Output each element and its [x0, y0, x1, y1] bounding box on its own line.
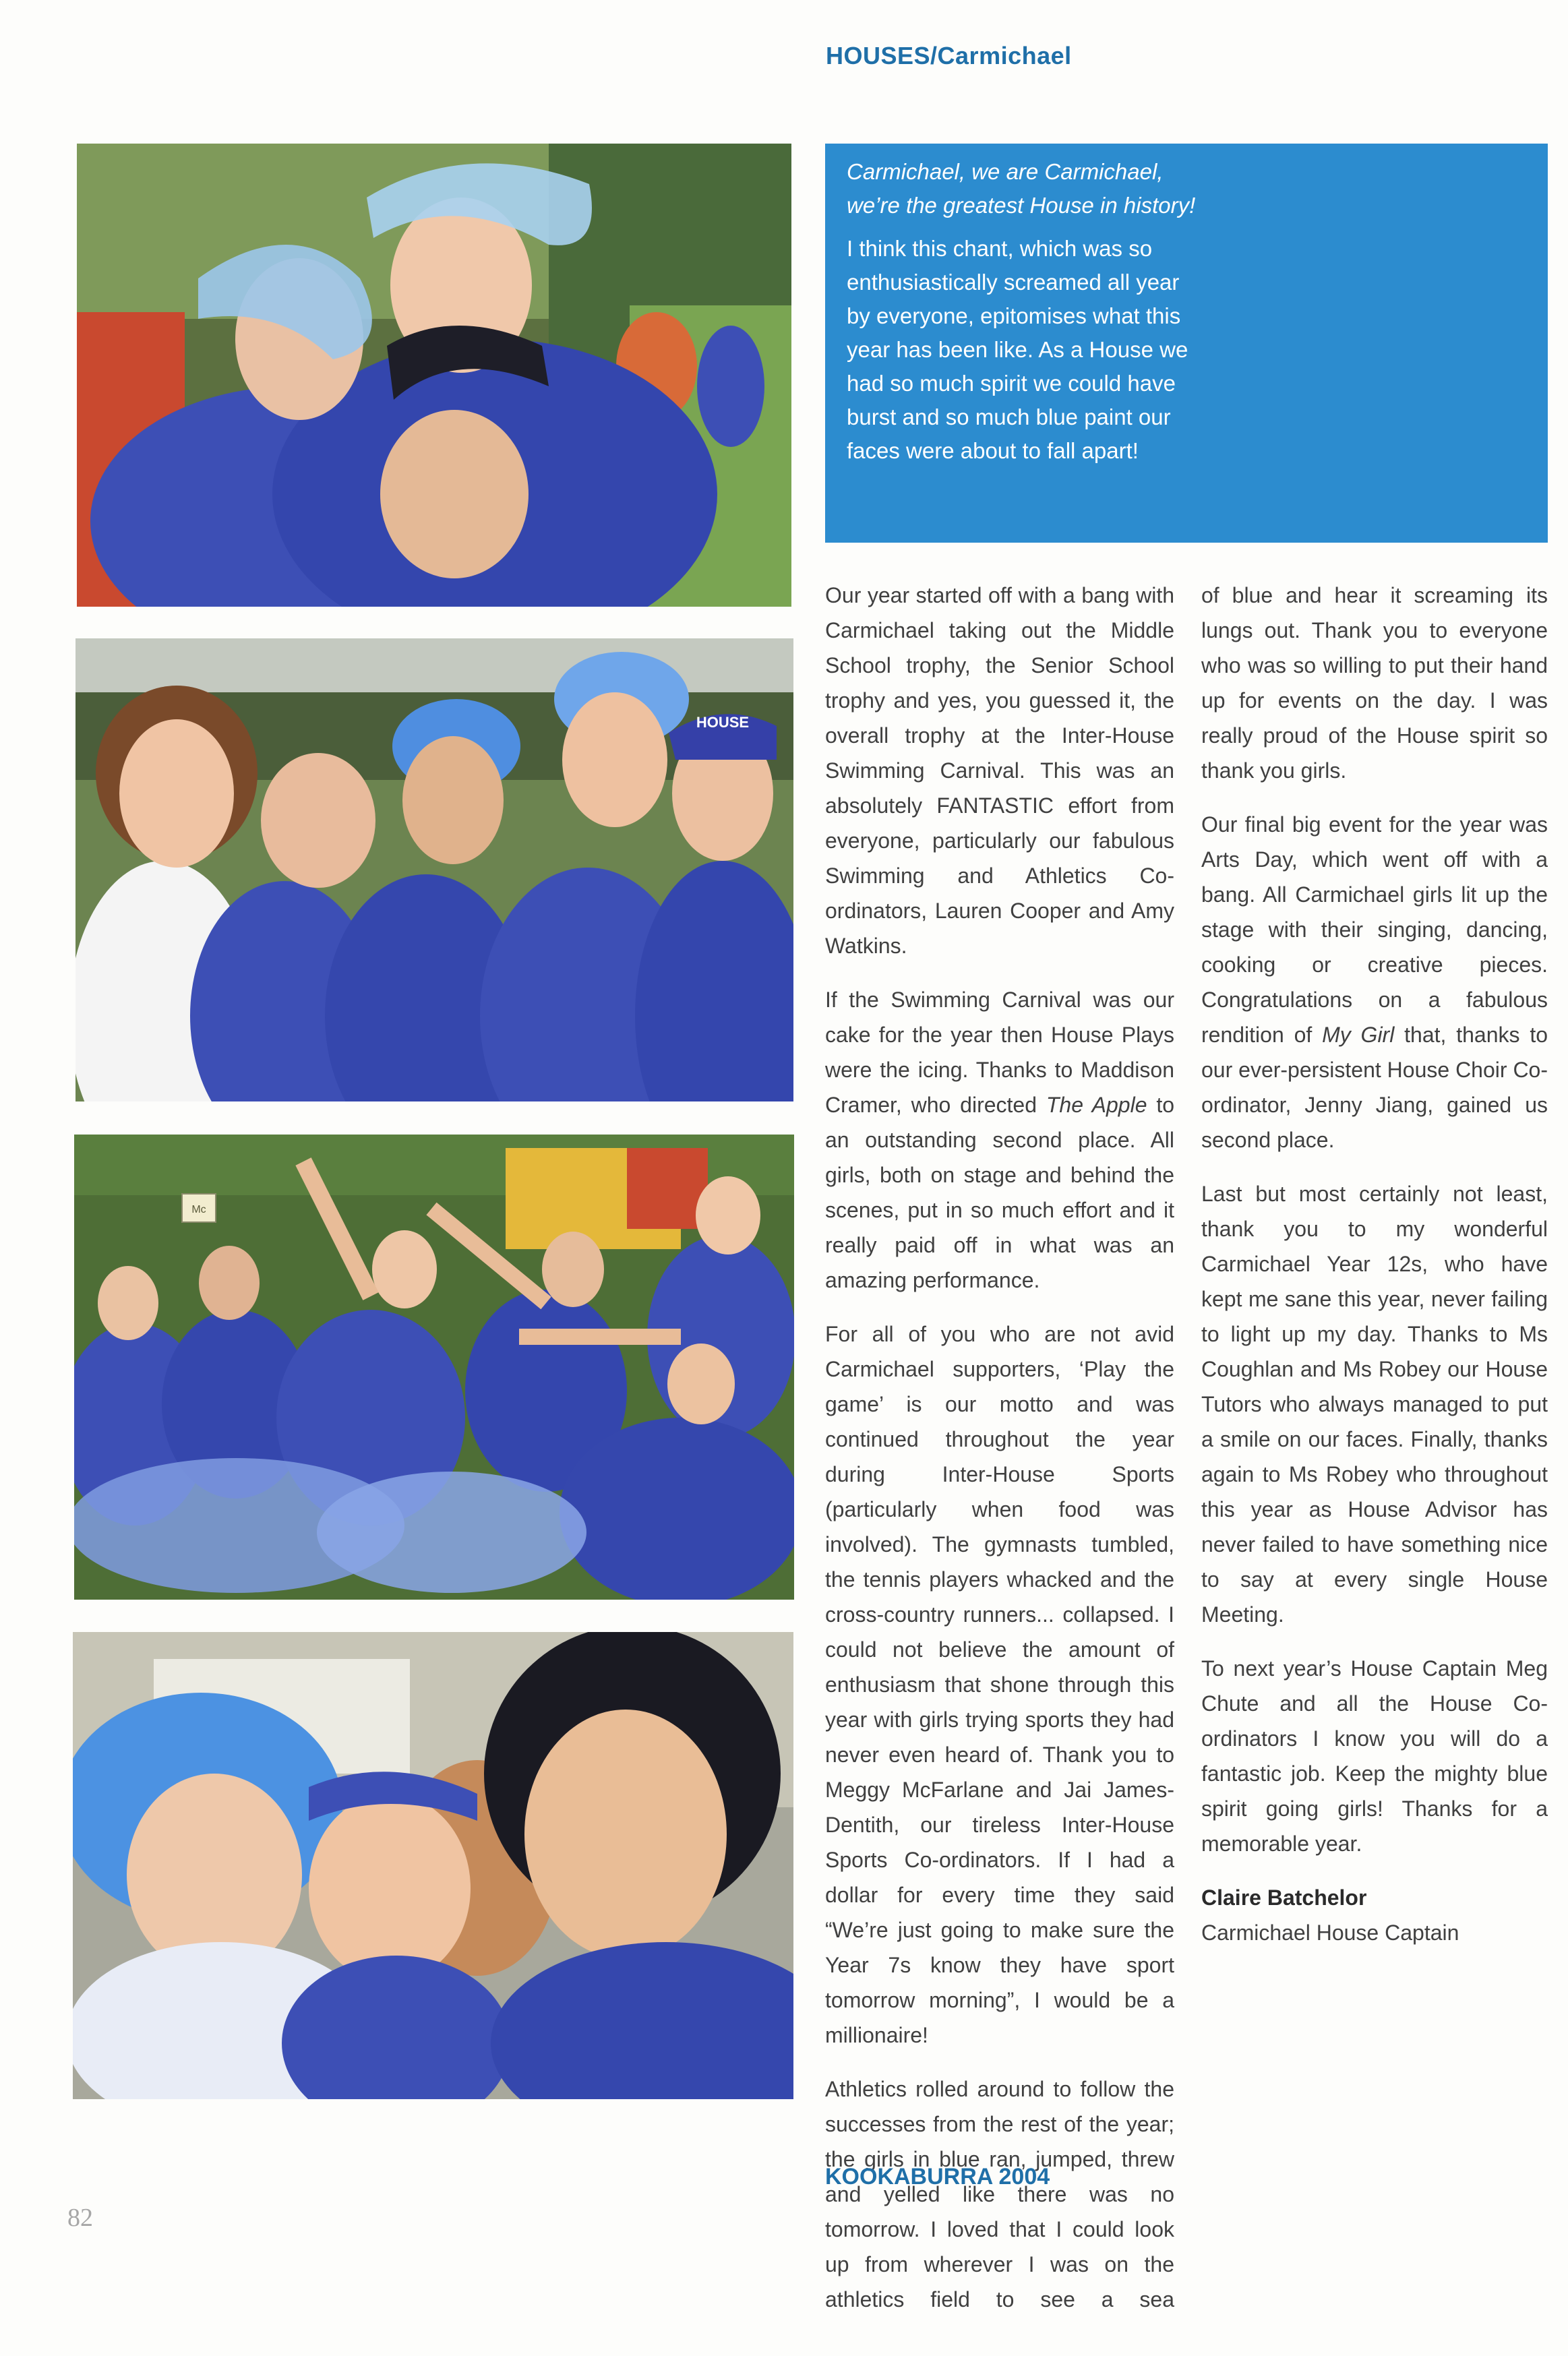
- visor-text: HOUSE: [696, 714, 750, 731]
- section-header: HOUSES/Carmichael: [826, 42, 1072, 69]
- paragraph: For all of you who are not avid Carmichael supporters, ‘Play the game’ is our motto and was continued throughout the year during Inter-House Sports (particularly when food was involved). The gymnasts tumbled, the tennis players whacked and the cross-country runners... collapsed. I could not believe the amount of enthusiasm that shone through this year with girls trying sports they had never even heard of. Thank you to Meggy McFarlane and Jai James-Dentith, our tireless Inter-House Sports Co-ordinators. If I had a dollar for every time they said “We’re just going to make sure the Year 7s know they have sport tomorrow morning”, I would be a millionaire!: [825, 1322, 1174, 2047]
- house-chant: Carmichael, we are Carmichael, we’re the greatest House in history!: [847, 159, 1196, 218]
- sign-text: Mc: [191, 1204, 206, 1215]
- article-column-1: [825, 578, 1174, 2336]
- paragraph: Athletics rolled around to follow the successes from the rest of the year; the girls in blue ran, jumped, threw and yelled like there was no tomorrow. I loved that I could look up from wherever I was on the athletics field to see a sea: [825, 2077, 1174, 2312]
- photo-girls-with-blue-bows: [77, 144, 791, 607]
- signature-name: Claire Batchelor: [1201, 1885, 1367, 1910]
- article-column-2: [1201, 578, 1548, 1950]
- quote-box: [825, 144, 1548, 543]
- photo-five-girls-blue-wigs: [76, 638, 793, 1101]
- paragraph-continued: of blue and hear it screaming its lungs out. Thank you to everyone who was so willing to put their hand up for events on the day. I was really proud of the House spirit so thank you girls.: [1201, 583, 1548, 783]
- page-number: 82: [67, 2204, 93, 2232]
- photo-girls-sitting-pointing: [74, 1135, 794, 1600]
- signature-title: Carmichael House Captain: [1201, 1921, 1459, 1945]
- quote-intro: I think this chant, which was so enthusiastically screamed all year by everyone, epitomises what this year has been like. As a House we had so much spirit we could have burst and so much blue paint our faces were about to fall apart!: [847, 236, 1188, 463]
- play-title: The Apple: [1046, 1093, 1147, 1117]
- publication-footer: KOOKABURRA 2004: [825, 2164, 1050, 2189]
- paragraph: Our final big event for the year was Arts Day, which went off with a bang. All Carmichael girls lit up the stage with their singing, dancing, cooking or creative pieces. Congratulations on a fabulous rendition of My Girl that, thanks to our ever-persistent House Choir Co-ordinator, Jenny Jiang, gained us second place.: [1201, 812, 1548, 1152]
- paragraph: Last but most certainly not least, thank you to my wonderful Carmichael Year 12s, who have kept me sane this year, never failing to light up my day. Thanks to Ms Coughlan and Ms Robey our House Tutors who always managed to put a smile on our faces. Finally, thanks again to Ms Robey who throughout this year as House Advisor has never failed to have something nice to say at every single House Meeting.: [1201, 1182, 1548, 1627]
- paragraph: Our year started off with a bang with Carmichael taking out the Middle School trophy, the Senior School trophy and yes, you guessed it, the overall trophy at the Inter-House Swimming Carnival. This was an absolutely FANTASTIC effort from everyone, particularly our fabulous Swimming and Athletics Co-ordinators, Lauren Cooper and Amy Watkins.: [825, 583, 1174, 958]
- paragraph: To next year’s House Captain Meg Chute and all the House Co-ordinators I know you will do a fantastic job. Keep the mighty blue spirit going girls! Thanks for a memorable year.: [1201, 1656, 1548, 1856]
- photo-three-girls-closeup: [73, 1632, 793, 2099]
- paragraph: If the Swimming Carnival was our cake for the year then House Plays were the icing. Thanks to Maddison Cramer, who directed The Apple to an outstanding second place. All girls, both on stage and behind the scenes, put in so much effort and it really paid off in what was an amazing performance.: [825, 988, 1175, 1292]
- song-title: My Girl: [1322, 1023, 1395, 1047]
